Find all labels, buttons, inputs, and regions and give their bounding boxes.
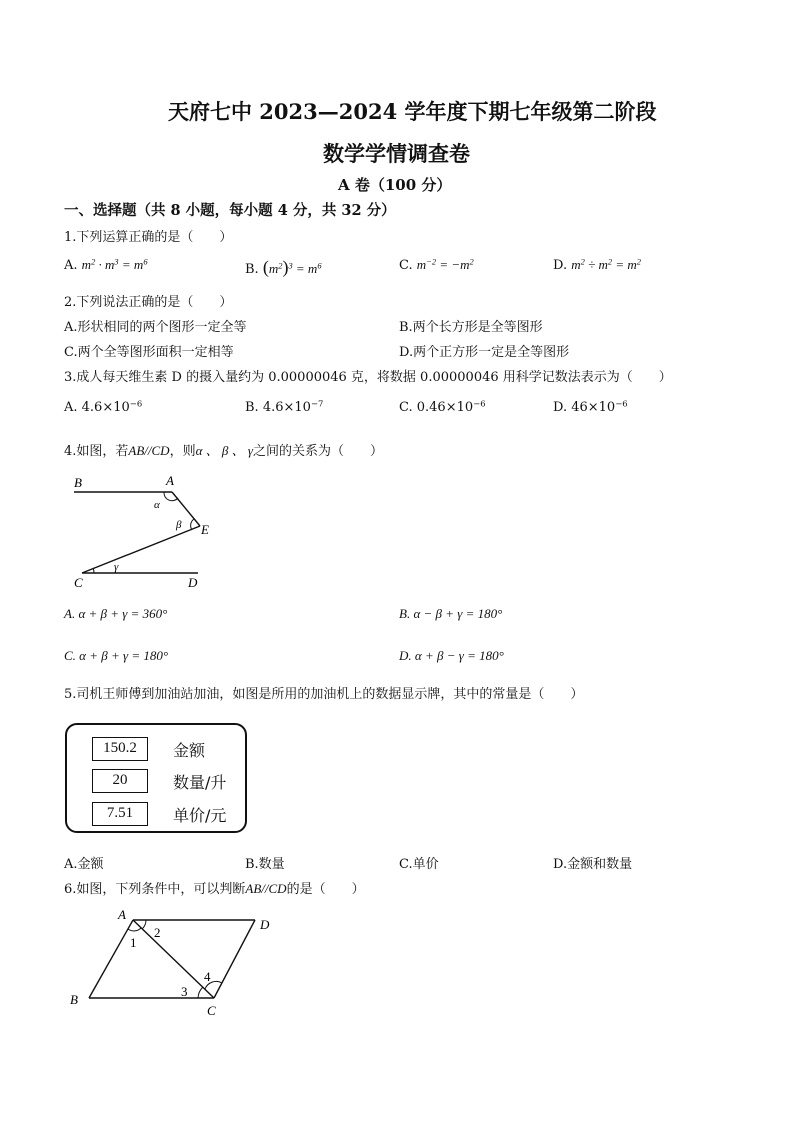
q1-stem: 1.下列运算正确的是（ ） [64,230,233,245]
q4-option-b: B. α − β + γ = 180° [399,606,503,621]
q4-label-alpha: α [154,499,160,511]
q2-option-d: D.两个正方形一定是全等图形 [399,345,570,360]
q3-option-a [64,400,142,415]
q6-label-a: A [118,907,126,922]
q6-line-ac [133,920,214,998]
q2-option-b: B.两个长方形是全等图形 [399,320,543,335]
q5-option-d: D.金额和数量 [553,857,633,872]
q3-b-exp: −7 [310,398,324,409]
q3-a-exp: −6 [129,398,143,409]
q3-c-base: C. 0.46×10 [399,400,474,415]
q4-label-beta: β [176,519,182,531]
q4-label-gamma: γ [114,561,119,573]
q4-option-a: A. α + β + γ = 360° [64,606,168,621]
q6-label-d: D [260,917,270,932]
q1-c-prefix: C. [399,258,413,273]
q4-greeks: α 、 β 、 γ [195,443,254,458]
q4-label-d: D [188,575,198,590]
display-amount-value: 150.2 [92,737,148,761]
q3-a-base: A. 4.6×10 [64,400,130,415]
q6-label-b: B [70,992,78,1007]
q3-d-exp: −6 [615,398,628,409]
q5-stem: 5.司机王师傅到加油站加油，如图是所用的加油机上的数据显示牌，其中的常量是（ ） [64,687,584,702]
q6-stem-pre: 6.如图，下列条件中，可以判断 [64,882,246,897]
q4-option-c: C. α + β + γ = 180° [64,648,169,663]
q6-stem [64,878,365,897]
display-unitprice-label: 单价/元 [173,806,227,825]
q6-arc-1 [128,928,141,931]
q4-label-e: E [201,522,209,537]
q4-label-b: B [74,475,82,490]
q6-figure [62,905,282,1020]
q6-arc-3 [198,987,203,998]
q5-option-b: B.数量 [245,857,285,872]
q3-stem: 3.成人每天维生素 D 的摄入量约为 0.00000046 克，将数据 0.00000046 用科学记数法表示为（ ） [64,370,672,385]
display-unitprice-value: 7.51 [92,802,148,826]
q2-option-a: A.形状相同的两个图形一定全等 [64,320,247,335]
q1-d-prefix: D. [553,258,568,273]
q1-a-prefix: A. [64,258,78,273]
display-quantity-label: 数量/升 [173,773,227,792]
q3-option-c [399,400,486,415]
q4-label-a: A [166,473,174,488]
q4-stem [64,440,383,459]
q3-b-base: B. 4.6×10 [245,400,311,415]
q3-d-base: D. 46×10 [553,400,616,415]
q1-option-a: A. $m^2 \cdot m^3 = m^6$ [64,256,148,273]
q6-line-ab [89,920,133,998]
q3-c-exp: −6 [473,398,486,409]
q4-stem-post: 之间的关系为（ ） [253,444,384,459]
q3-option-b [245,400,323,415]
q6-parallel: AB//CD [245,881,287,896]
fuel-display-panel [65,723,247,833]
q4-parallel: AB//CD [128,443,170,458]
q6-label-3: 3 [181,984,188,999]
display-amount-label: 金额 [173,741,206,760]
q6-arc-2 [142,920,146,929]
q1-b-prefix: B. [245,262,259,277]
q1-option-b: B. $(m^2)^3 = m^6$ [245,257,322,277]
q4-stem-pre: 4.如图，若 [64,444,129,459]
q4-option-d: D. α + β − γ = 180° [399,648,504,663]
q2-option-c: C.两个全等图形面积一定相等 [64,345,234,360]
q4-label-c: C [74,575,83,590]
q6-label-1: 1 [130,935,137,950]
q3-option-d [553,400,628,415]
q4-stem-mid: ，则 [169,444,196,459]
q6-label-c: C [207,1003,216,1018]
section-heading: 一、选择题（共 8 小题，每小题 4 分，共 32 分） [64,202,396,219]
q4-line-ec [82,526,200,573]
q6-label-2: 2 [154,925,161,940]
paper-part: A 卷（100 分） [338,176,452,194]
q4-figure [60,470,230,595]
q6-label-4: 4 [204,969,211,984]
q6-stem-post: 的是（ ） [286,882,365,897]
q5-option-a: A.金额 [64,857,104,872]
q2-stem: 2.下列说法正确的是（ ） [64,295,233,310]
q1-option-d: D. $m^2 \div m^2 = m^2$ [553,256,641,273]
q1-option-c: C. $m^{-2} = -m^2$ [399,256,474,273]
q5-option-c: C.单价 [399,857,439,872]
q6-line-cd [214,920,255,998]
display-quantity-value: 20 [92,769,148,793]
exam-title: 天府七中 2023—2024 学年度下期七年级第二阶段 [168,99,657,124]
exam-subtitle: 数学学情调查卷 [323,141,470,166]
